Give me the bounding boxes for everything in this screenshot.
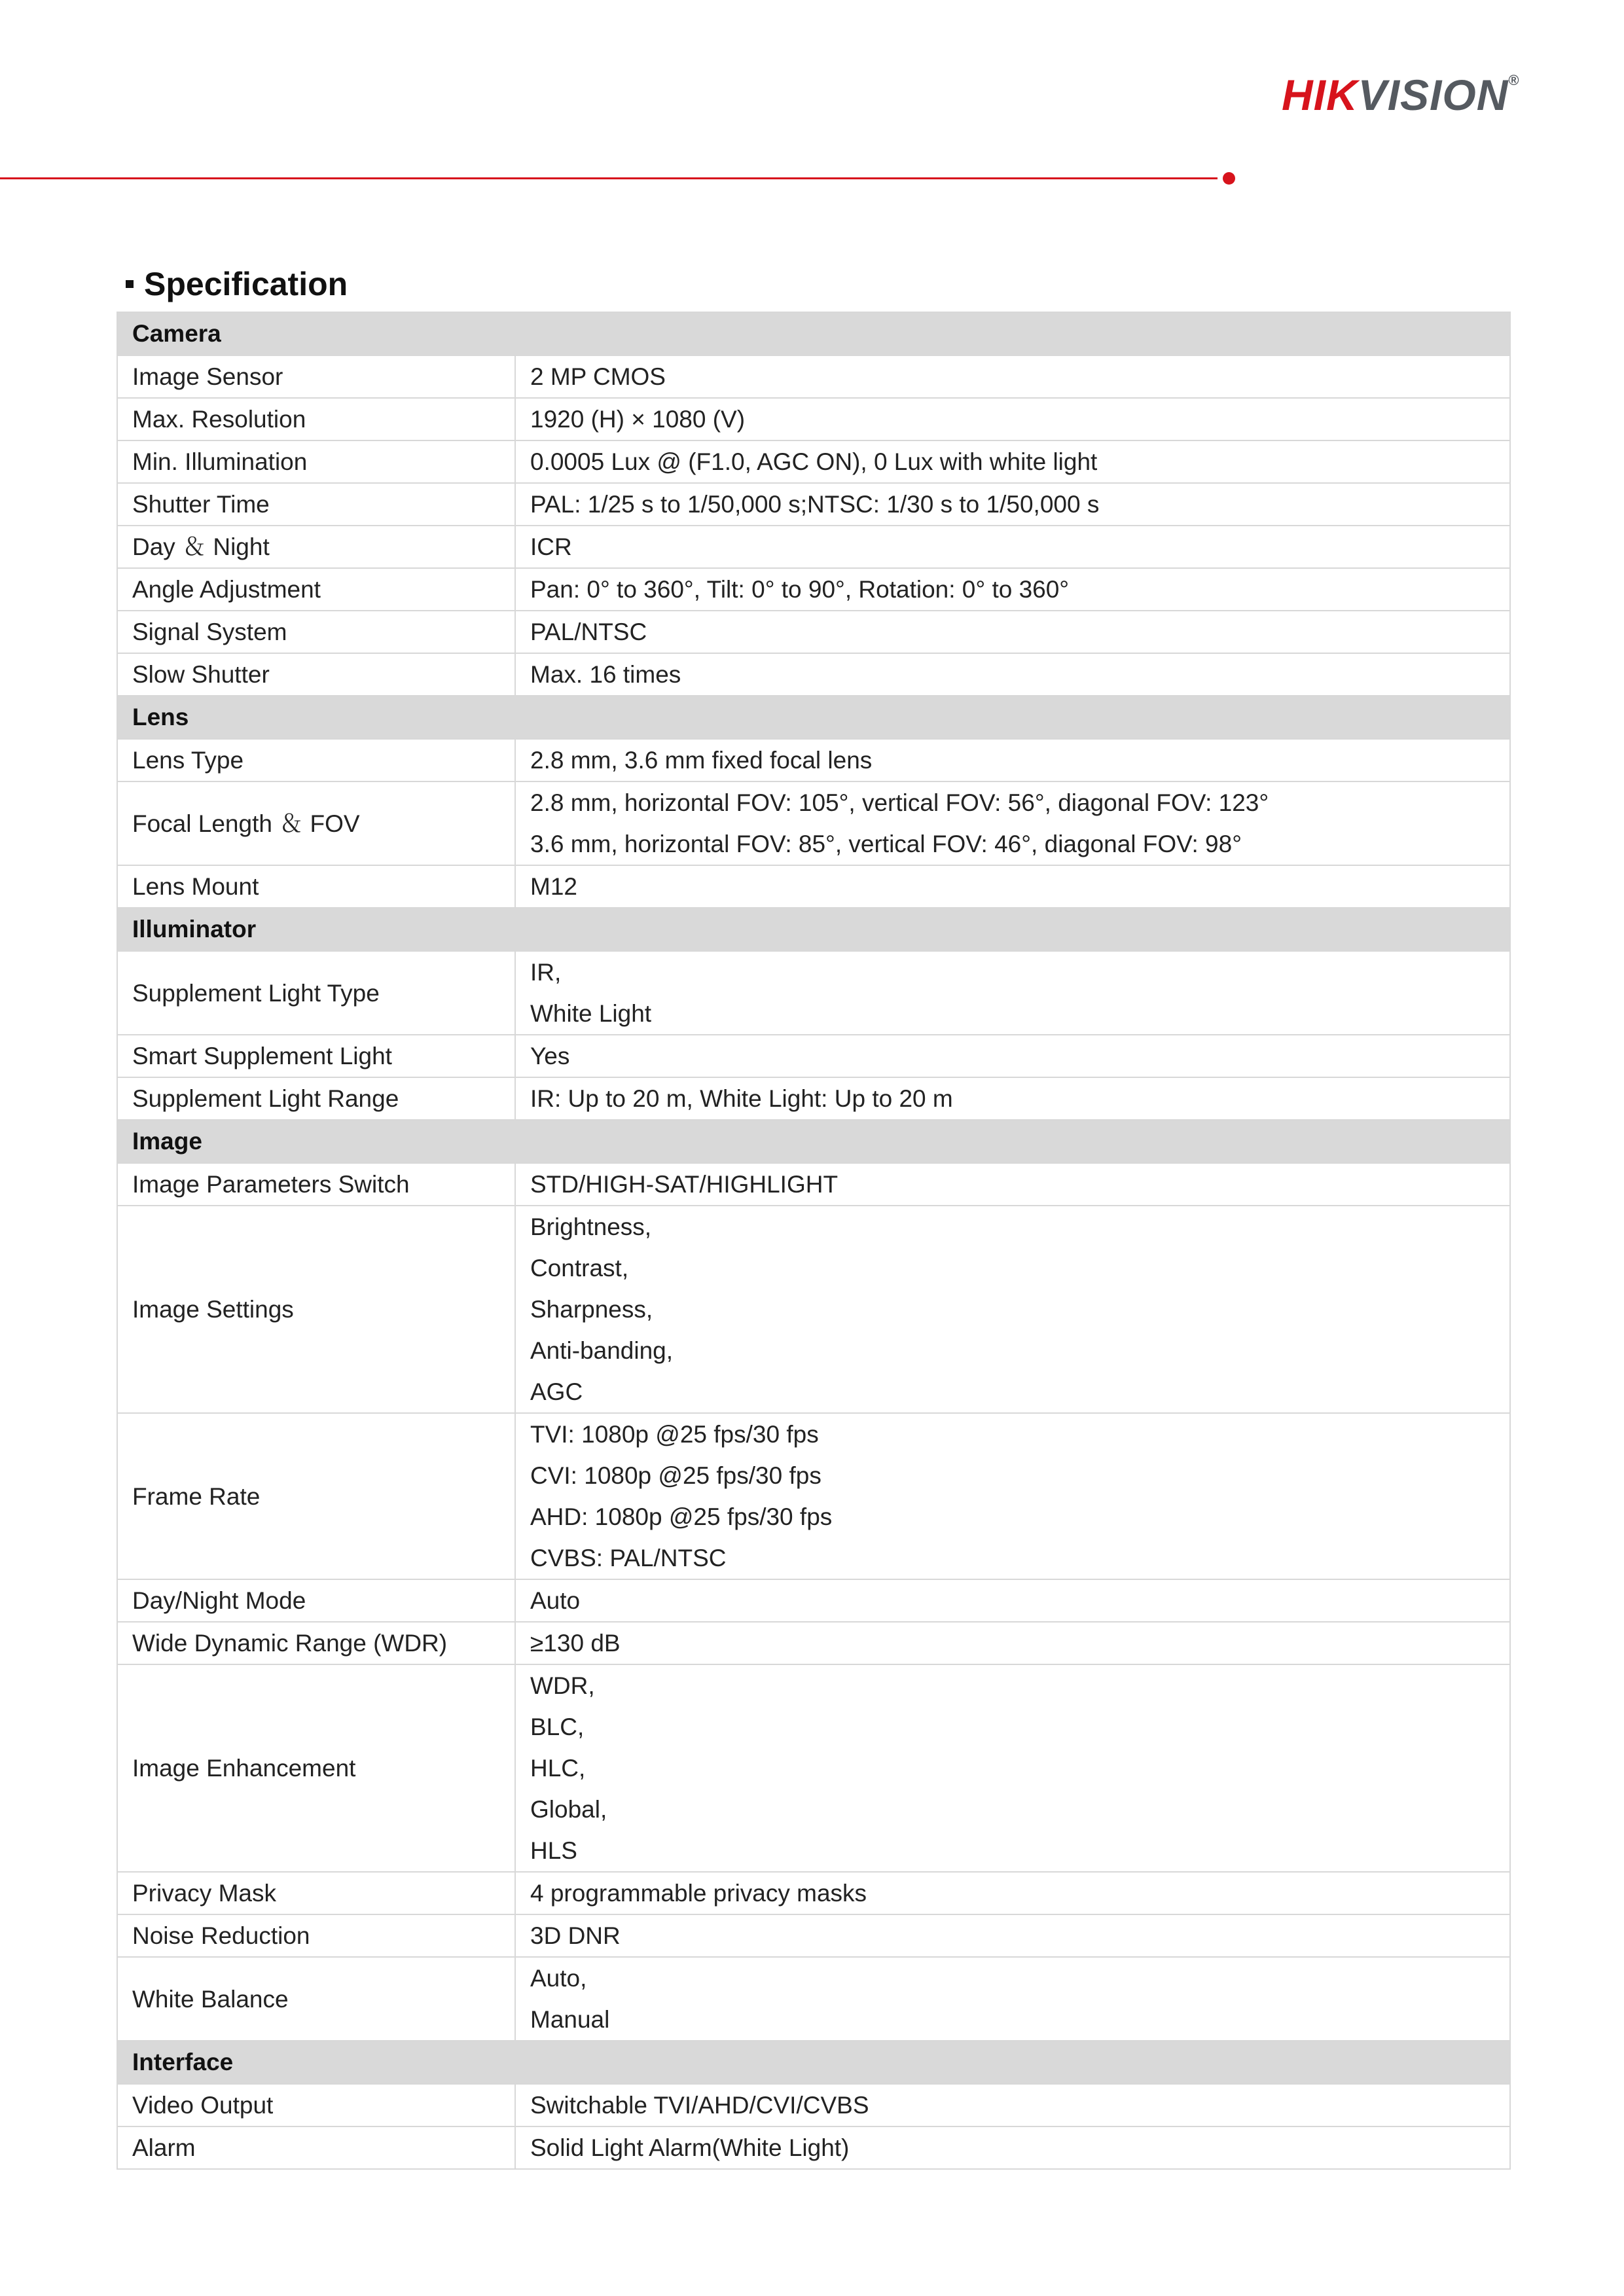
spec-value-line: ≥130 dB [530,1630,621,1657]
spec-value [515,568,1510,611]
spec-label: Noise Reduction [117,1914,515,1957]
spec-label: Smart Supplement Light [117,1035,515,1077]
spec-label: Frame Rate [117,1413,515,1579]
spec-label: Day ＆ Night [117,526,515,568]
spec-value-line: PAL: 1/25 s to 1/50,000 s;NTSC: 1/30 s to 1/50,000 s [530,491,1100,518]
spec-row [117,1872,1510,1914]
spec-value [515,1914,1510,1957]
spec-value [515,2126,1510,2169]
logo-vision-text: VISION [1358,71,1509,119]
spec-value-line: 3D DNR [530,1922,621,1949]
spec-value-line: Solid Light Alarm(White Light) [530,2134,850,2161]
spec-row [117,865,1510,908]
spec-label: Image Parameters Switch [117,1163,515,1206]
spec-row [117,483,1510,526]
spec-value [515,611,1510,653]
spec-label: Lens Mount [117,865,515,908]
spec-row [117,1579,1510,1622]
section-title [126,265,348,303]
spec-value-line: Contrast, [530,1255,629,1282]
spec-label: Image Settings [117,1206,515,1413]
spec-value [515,653,1510,696]
spec-value [515,865,1510,908]
spec-value-line: 2.8 mm, 3.6 mm fixed focal lens [530,747,873,774]
spec-value-line: Switchable TVI/AHD/CVI/CVBS [530,2092,869,2119]
group-header-row [117,2041,1510,2084]
spec-label: Min. Illumination [117,440,515,483]
spec-row [117,653,1510,696]
spec-label: Shutter Time [117,483,515,526]
square-bullet-icon [126,280,134,288]
spec-value-line: HLS [530,1837,577,1864]
spec-value-line: Max. 16 times [530,661,681,688]
spec-value [515,398,1510,440]
spec-row [117,355,1510,398]
spec-value [515,526,1510,568]
logo-hik-text: HIK [1282,71,1358,119]
spec-value-line: Manual [530,2006,610,2033]
spec-value-line: ICR [530,533,572,560]
spec-value-line: White Light [530,1000,652,1027]
spec-value-line: CVBS: PAL/NTSC [530,1545,727,1571]
spec-label: Alarm [117,2126,515,2169]
spec-value-line: WDR, [530,1672,595,1699]
group-header: Lens [117,696,1510,739]
spec-label: Focal Length ＆ FOV [117,781,515,865]
spec-row [117,440,1510,483]
spec-label: Image Sensor [117,355,515,398]
spec-row [117,1914,1510,1957]
spec-value-line: TVI: 1080p @25 fps/30 fps [530,1421,819,1448]
section-title-text: Specification [144,266,348,302]
spec-row [117,1035,1510,1077]
spec-value-line: Global, [530,1796,607,1823]
spec-label: Angle Adjustment [117,568,515,611]
spec-value-line: Auto, [530,1965,587,1992]
spec-value-line: Sharpness, [530,1296,653,1323]
spec-row [117,951,1510,1035]
spec-value-line: Brightness, [530,1213,652,1240]
spec-value-line: Pan: 0° to 360°, Tilt: 0° to 90°, Rotation: 0° to 360° [530,576,1070,603]
spec-row [117,781,1510,865]
spec-value-line: M12 [530,873,577,900]
spec-value [515,1872,1510,1914]
spec-value-line: IR: Up to 20 m, White Light: Up to 20 m [530,1085,953,1112]
group-header-row [117,908,1510,951]
spec-value [515,1579,1510,1622]
spec-row [117,739,1510,781]
spec-row [117,1163,1510,1206]
spec-value-line: PAL/NTSC [530,619,647,645]
spec-value-line: CVI: 1080p @25 fps/30 fps [530,1462,821,1489]
group-header-row [117,696,1510,739]
spec-row [117,398,1510,440]
spec-value [515,1664,1510,1872]
group-header: Image [117,1120,1510,1163]
spec-value-line: Anti-banding, [530,1337,674,1364]
spec-value [515,1035,1510,1077]
spec-value-line: HLC, [530,1755,586,1782]
spec-value [515,781,1510,865]
spec-label: Supplement Light Type [117,951,515,1035]
specification-table-body [117,312,1510,2169]
group-header: Interface [117,2041,1510,2084]
group-header: Illuminator [117,908,1510,951]
header-divider-line [0,177,1218,179]
group-header: Camera [117,312,1510,355]
spec-row [117,611,1510,653]
group-header-row [117,312,1510,355]
spec-row [117,2126,1510,2169]
spec-value-line: STD/HIGH-SAT/HIGHLIGHT [530,1171,839,1198]
spec-label: Signal System [117,611,515,653]
spec-value-line: 1920 (H) × 1080 (V) [530,406,746,433]
spec-row [117,526,1510,568]
spec-label: White Balance [117,1957,515,2041]
spec-label: Video Output [117,2084,515,2126]
spec-value [515,1077,1510,1120]
spec-value [515,1957,1510,2041]
spec-row [117,2084,1510,2126]
spec-row [117,1957,1510,2041]
spec-value [515,355,1510,398]
spec-value [515,2084,1510,2126]
spec-row [117,568,1510,611]
spec-value-line: 3.6 mm, horizontal FOV: 85°, vertical FOV: 46°, diagonal FOV: 98° [530,831,1242,857]
spec-value-line: 2.8 mm, horizontal FOV: 105°, vertical FOV: 56°, diagonal FOV: 123° [530,789,1269,816]
spec-label: Slow Shutter [117,653,515,696]
group-header-row [117,1120,1510,1163]
spec-value-line: Yes [530,1043,570,1069]
spec-value-line: 4 programmable privacy masks [530,1880,867,1907]
spec-label: Supplement Light Range [117,1077,515,1120]
spec-row [117,1206,1510,1413]
spec-label: Privacy Mask [117,1872,515,1914]
spec-value-line: IR, [530,959,562,986]
spec-value [515,1622,1510,1664]
header-divider-dot [1223,172,1235,185]
spec-row [117,1622,1510,1664]
spec-label: Lens Type [117,739,515,781]
spec-value-line: AGC [530,1378,583,1405]
spec-label: Day/Night Mode [117,1579,515,1622]
spec-value [515,1163,1510,1206]
spec-value-line: AHD: 1080p @25 fps/30 fps [530,1503,833,1530]
spec-row [117,1664,1510,1872]
spec-value-line: BLC, [530,1713,585,1740]
hikvision-logo [1282,73,1520,117]
spec-label: Max. Resolution [117,398,515,440]
spec-value-line: 0.0005 Lux @ (F1.0, AGC ON), 0 Lux with white light [530,448,1098,475]
specification-table [117,312,1511,2170]
spec-row [117,1413,1510,1579]
spec-label: Wide Dynamic Range (WDR) [117,1622,515,1664]
registered-mark: ® [1508,72,1520,88]
spec-label: Image Enhancement [117,1664,515,1872]
spec-value-line: 2 MP CMOS [530,363,666,390]
spec-value [515,739,1510,781]
spec-value [515,951,1510,1035]
spec-row [117,1077,1510,1120]
spec-value [515,1413,1510,1579]
spec-value [515,1206,1510,1413]
spec-value [515,483,1510,526]
spec-value [515,440,1510,483]
spec-value-line: Auto [530,1587,581,1614]
